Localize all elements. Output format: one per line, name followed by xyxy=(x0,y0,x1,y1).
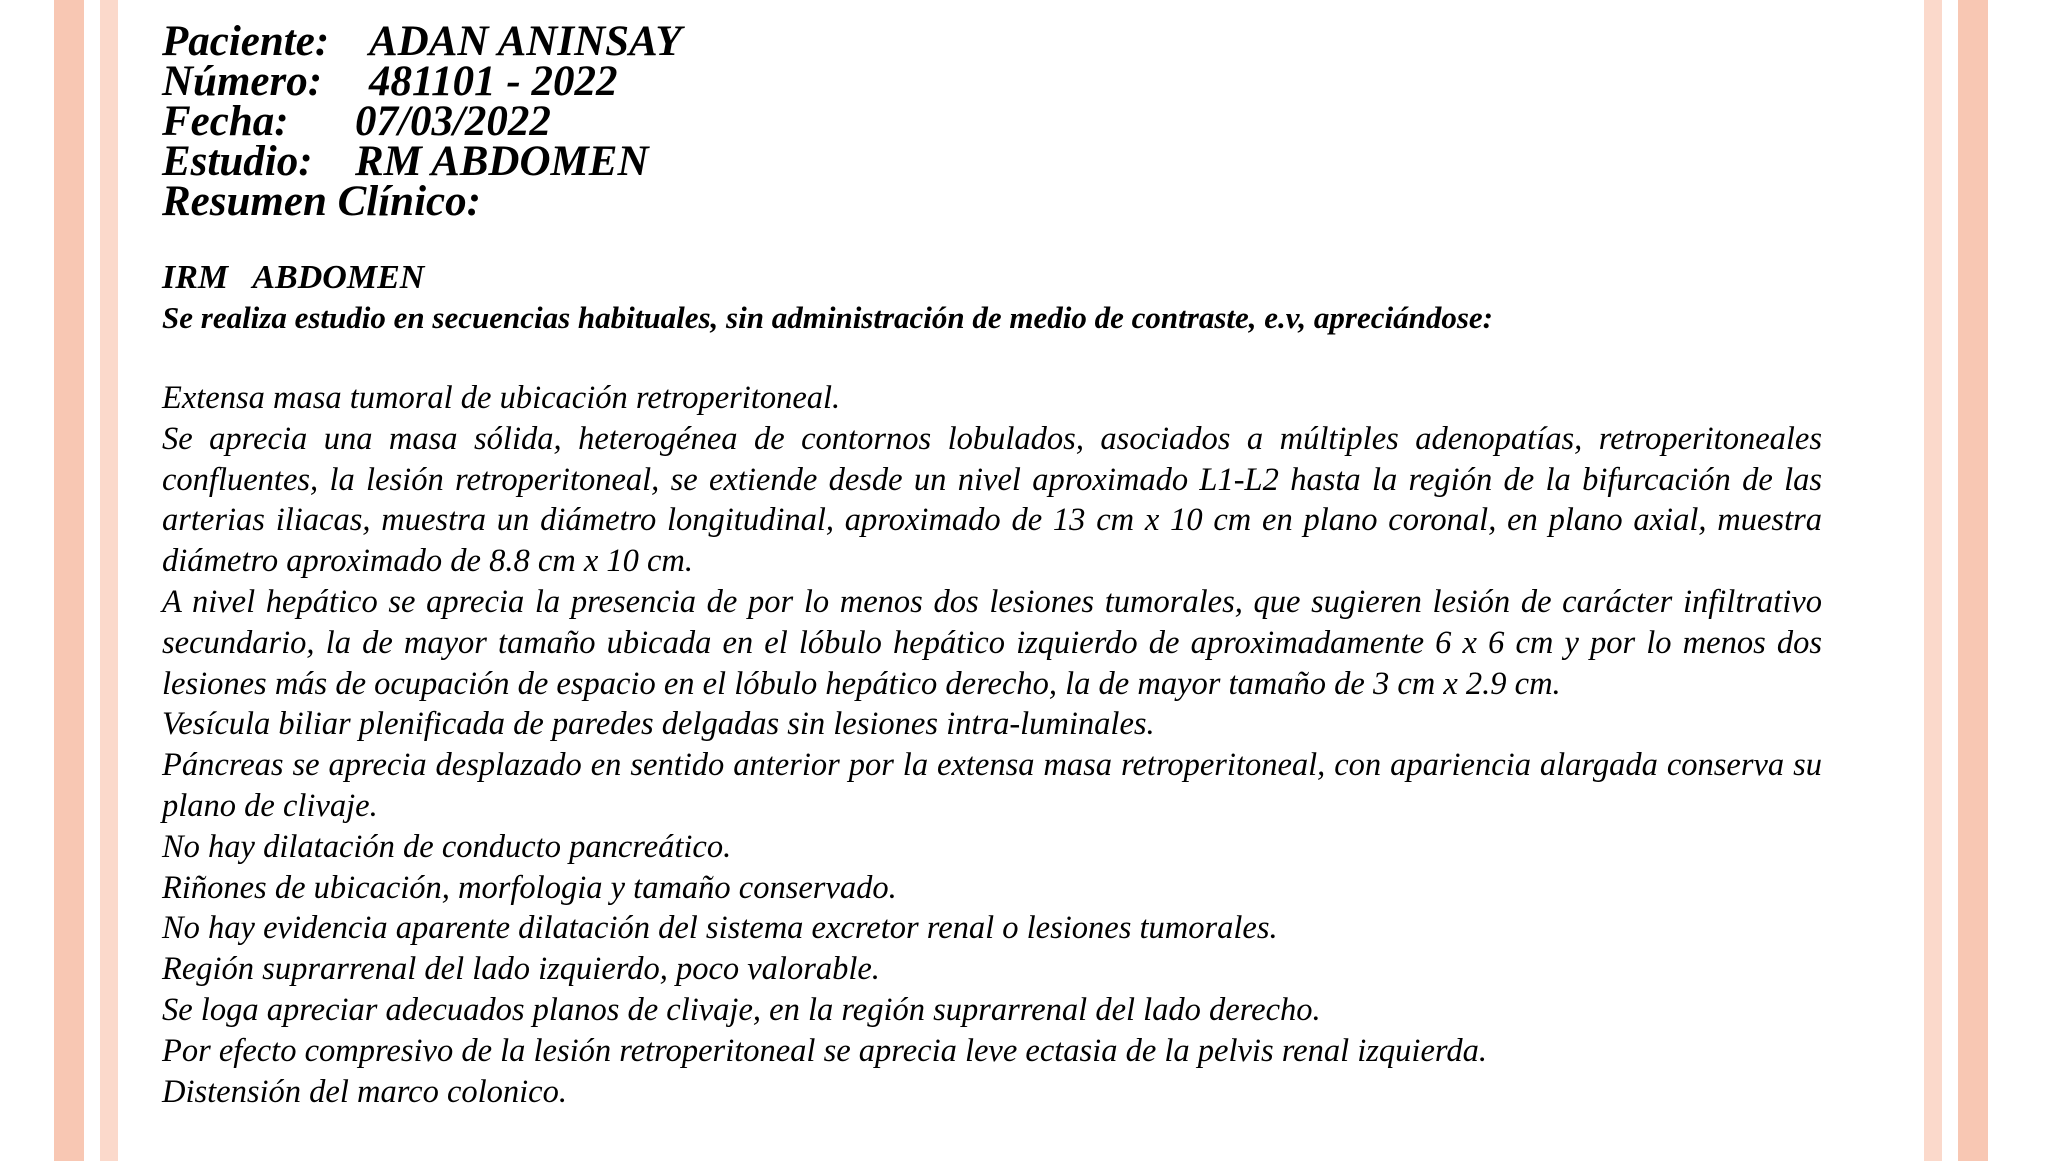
finding-item: Páncreas se aprecia desplazado en sentido anterior por la extensa masa retroperitoneal, con apariencia alargada conserva su plano de clivaje. xyxy=(162,747,1822,824)
study-row xyxy=(162,138,1822,185)
finding-item: Extensa masa tumoral de ubicación retroperitoneal. xyxy=(162,380,841,416)
finding-item: A nivel hepático se aprecia la presencia de por lo menos dos lesiones tumorales, que sugieren lesión de carácter infiltrativo secundario, la de mayor tamaño ubicada en el lóbulo hepático izquierdo de aproximadamente 6 x 6 cm y por lo menos dos lesiones más de ocupación de espacio en el lóbulo hepático derecho, la de mayor tamaño de 3 cm x 2.9 cm. xyxy=(162,583,1822,702)
finding-item: Por efecto compresivo de la lesión retroperitoneal se aprecia leve ectasia de la pelvis renal izquierda. xyxy=(162,1032,1487,1069)
study-label: Estudio: xyxy=(162,138,313,185)
patient-label: Paciente: xyxy=(162,18,330,65)
finding-item: Región suprarrenal del lado izquierdo, poco valorable. xyxy=(162,951,880,988)
study-date: 07/03/2022 xyxy=(355,98,551,145)
number-label: Número: xyxy=(162,58,323,105)
finding-item: No hay dilatación de conducto pancreático. xyxy=(162,828,732,865)
finding-item: Riñones de ubicación, morfologia y tamaño conservado. xyxy=(162,869,897,906)
finding-item: Vesícula biliar plenificada de paredes delgadas sin lesiones intra-luminales. xyxy=(162,706,1155,743)
clinical-summary-label: Resumen Clínico: xyxy=(162,178,481,225)
medical-report xyxy=(162,18,1822,1112)
page-border-inner-left xyxy=(100,0,118,1161)
date-row xyxy=(162,98,1822,145)
clinical-summary-row xyxy=(162,178,1822,225)
study-title-text: IRM ABDOMEN xyxy=(162,259,425,296)
finding-item: Se loga apreciar adecuados planos de clivaje, en la región suprarrenal del lado derecho. xyxy=(162,991,1321,1028)
number-row xyxy=(162,58,1822,105)
patient-name: ADAN ANINSAY xyxy=(369,18,682,65)
findings-list xyxy=(162,378,1822,1112)
finding-item: Se aprecia una masa sólida, heterogénea de contornos lobulados, asociados a múltiples adenopatías, retroperitoneales confluentes, la lesión retroperitoneal, se extiende desde un nivel aproximado L1-L2 hasta la región de la bifurcación de las arterias iliacas, muestra un diámetro longitudinal, aproximado de 13 cm x 10 cm en plano coronal, en plano axial, muestra diámetro aproximado de 8.8 cm x 10 cm. xyxy=(162,420,1822,580)
study-intro: Se realiza estudio en secuencias habituales, sin administración de medio de contraste, e.v, apreciándose: xyxy=(162,300,1493,335)
study-name: RM ABDOMEN xyxy=(355,138,649,185)
study-title xyxy=(162,258,1822,298)
finding-item: Distensión del marco colonico. xyxy=(162,1073,567,1110)
patient-header xyxy=(162,18,1822,225)
page-border-outer-left xyxy=(54,0,84,1161)
page-border-inner-right xyxy=(1924,0,1942,1161)
finding-item: No hay evidencia aparente dilatación del sistema excretor renal o lesiones tumorales. xyxy=(162,910,1278,947)
date-label: Fecha: xyxy=(162,98,289,145)
page-border-outer-right xyxy=(1958,0,1988,1161)
record-number: 481101 - 2022 xyxy=(369,58,618,105)
patient-row xyxy=(162,18,1822,65)
